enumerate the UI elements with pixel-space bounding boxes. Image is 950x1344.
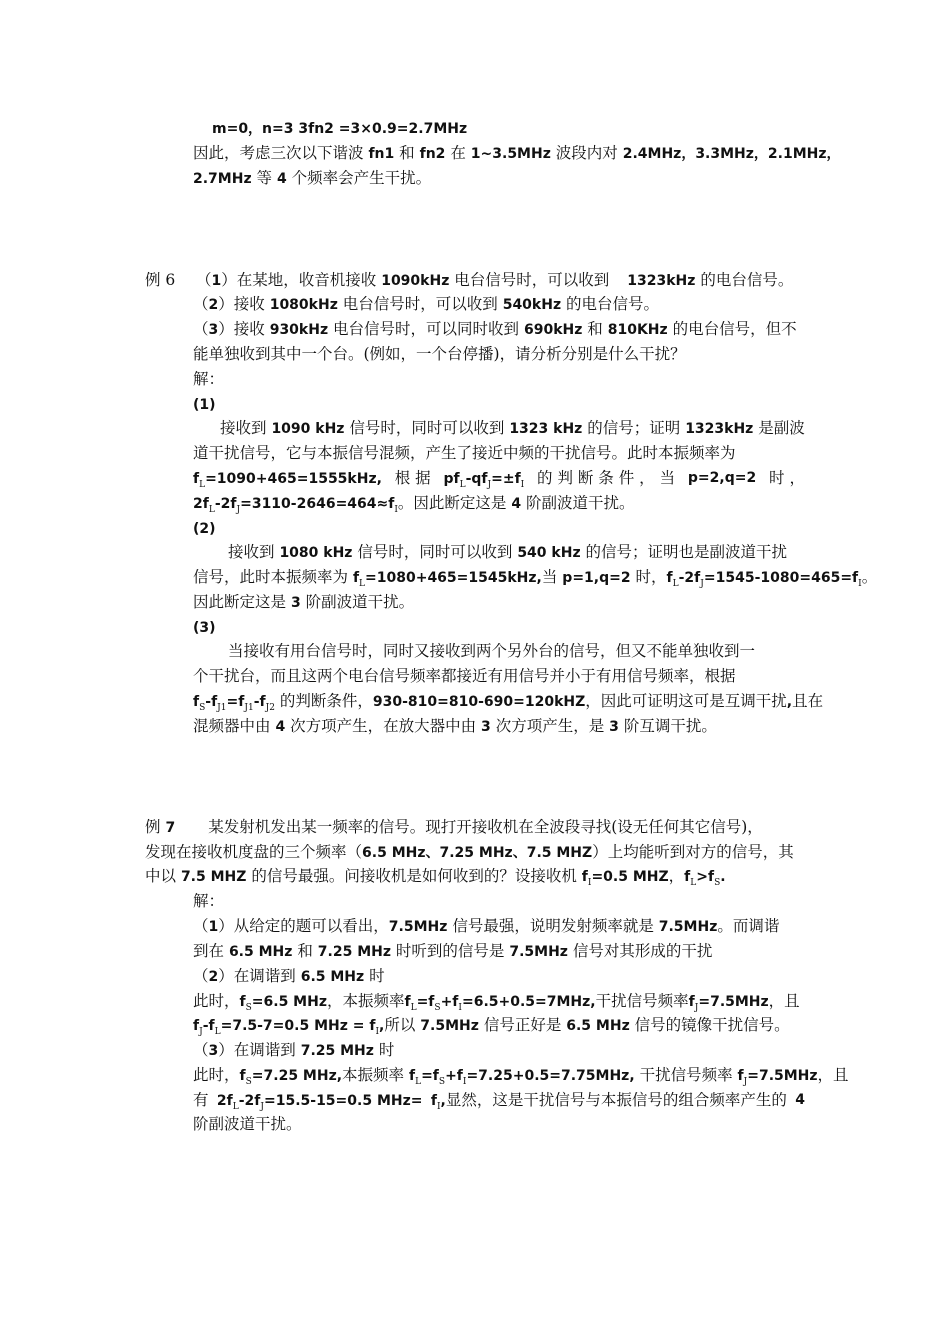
text: 是副波: [753, 419, 805, 437]
text: I: [587, 878, 592, 888]
text: (3): [193, 620, 216, 636]
text: L: [415, 1077, 422, 1087]
text: 到在: [193, 942, 229, 960]
text: 540kHz: [502, 297, 562, 313]
text: 个频率会产生干扰。: [286, 169, 432, 187]
text: 的电台信号。: [695, 271, 794, 289]
ex6-a3-line-4: [193, 716, 717, 737]
text: 3: [609, 719, 619, 735]
ex7-solution-label: [193, 891, 224, 911]
text: 930kHz: [269, 322, 329, 338]
text: ）接收: [218, 320, 270, 338]
text: 干扰信号频率: [595, 992, 689, 1010]
text: 阶互调干扰。: [618, 717, 717, 735]
text: 接收到: [228, 543, 280, 561]
ex6-question-3-cont: [193, 344, 686, 364]
text: 7.5MHz: [658, 919, 718, 935]
example-number: 7: [165, 820, 176, 836]
text: 4: [511, 496, 522, 512]
text: 此时，: [193, 1066, 240, 1084]
text: =f: [416, 994, 435, 1010]
text: 和: [582, 320, 608, 338]
text: 因此，考虑三次以下谐波: [193, 144, 369, 162]
text: f: [404, 994, 411, 1010]
text: J: [743, 1077, 748, 1087]
text: +f: [445, 1068, 463, 1084]
text: ）在调谐到: [218, 967, 301, 985]
example-label: 例 6: [145, 271, 176, 289]
ex7-a2-line-1: [193, 991, 800, 1012]
text: 因此断定这是: [193, 593, 291, 611]
text: ,: [786, 694, 793, 710]
text: ）从给定的题可以看出，: [218, 917, 389, 935]
text: 次方项产生，在放大器中由: [285, 717, 482, 735]
text: I: [520, 480, 525, 490]
ex5-line-3: [193, 168, 431, 189]
text: =7.5MHz: [747, 1068, 818, 1084]
text: S: [434, 1003, 441, 1013]
text: （: [196, 271, 212, 289]
text: 接收到: [220, 419, 272, 437]
ex7-a3-heading: [193, 1040, 394, 1061]
text: f: [737, 1068, 744, 1084]
text: 信号最强，说明发射频率就是: [447, 917, 659, 935]
ex7-a3-line-1: [193, 1065, 849, 1086]
text: =1090+465=1555kHz,: [205, 471, 382, 487]
text: 根 据: [394, 469, 431, 487]
ex6-part2-label: [193, 518, 216, 539]
text: 信号时，同时可以收到: [344, 419, 510, 437]
text: （: [193, 295, 209, 313]
ex6-a1-line-3: [193, 468, 805, 489]
text: 电台信号时，可以收到: [449, 271, 610, 289]
text: J: [199, 1027, 203, 1037]
ex6-a2-line-2: [193, 567, 877, 588]
text: 540 kHz: [517, 545, 581, 561]
text: 时: [373, 1041, 395, 1059]
text: p=2,q=2: [687, 470, 757, 486]
text: 时 ，: [769, 469, 805, 487]
text: ，: [668, 867, 685, 885]
text: 2: [208, 297, 219, 313]
ex6-a3-line-2: [193, 666, 736, 686]
text: 解：: [193, 892, 225, 910]
ex7-line-3: [145, 866, 726, 887]
text: J: [236, 505, 241, 515]
text: 此时，: [193, 992, 240, 1010]
text: .: [720, 869, 726, 885]
text: f: [193, 471, 200, 487]
text: S: [245, 1003, 252, 1013]
ex5-line-1: [212, 118, 467, 139]
ex6-question-3: [193, 319, 797, 340]
text: 干扰信号频率: [634, 1066, 738, 1084]
text: 1323kHz: [627, 273, 696, 289]
text: I: [375, 1027, 380, 1037]
text: 2.4MHz，3.3MHz，2.1MHz，: [622, 146, 841, 162]
ex5-line-2: [193, 143, 841, 164]
text: 电台信号时，可以同时收到: [328, 320, 524, 338]
ex7-a2-heading: [193, 966, 385, 987]
text: J1: [217, 703, 227, 713]
text: S: [714, 878, 721, 888]
text: =7.25 MHz,: [251, 1068, 343, 1084]
ex6-a1-line-2: [193, 443, 736, 463]
text: f: [408, 1068, 416, 1084]
text: =7.25+0.5=7.75MHz,: [466, 1068, 635, 1084]
text: pf: [443, 471, 460, 487]
text: =1080+465=1545kHz,: [365, 570, 542, 586]
text: 次方项产生，是: [490, 717, 610, 735]
text: -2f: [214, 496, 237, 512]
text: （: [193, 917, 209, 935]
text: 且在: [792, 692, 824, 710]
ex6-a3-line-3: [193, 691, 823, 712]
text: L: [208, 505, 215, 515]
text: 的信号最强。问接收机是如何收到的？设接收机: [246, 867, 582, 885]
text: 2f: [193, 496, 209, 512]
text: 中以: [145, 867, 181, 885]
text: f: [581, 869, 588, 885]
text: 6.5 MHz: [228, 944, 293, 960]
text: L: [410, 1003, 417, 1013]
text: I: [394, 505, 398, 515]
text: 的电台信号。: [561, 295, 660, 313]
text: 3: [290, 595, 301, 611]
text: f: [239, 1068, 246, 1084]
text: =f: [421, 1068, 439, 1084]
text: 有: [193, 1091, 209, 1109]
ex7-a3-line-2: [193, 1090, 805, 1111]
text: fn2: [419, 146, 446, 162]
text: 混频器中由: [193, 717, 276, 735]
text: I: [462, 1077, 467, 1087]
text: ）在某地，收音机接收: [221, 271, 382, 289]
text: -2f: [678, 570, 701, 586]
text: 1323 kHz: [509, 421, 583, 437]
text: 个干扰台，而且这两个电台信号频率都接近有用信号并小于有用信号频率，根据: [193, 667, 736, 685]
text: =15.5-15=0.5 MHz=: [263, 1093, 423, 1109]
text: f: [666, 570, 673, 586]
text: ，且: [817, 1066, 849, 1084]
text: f: [430, 1093, 437, 1109]
text: [217, 1090, 423, 1111]
text: （: [193, 320, 209, 338]
text: 道干扰信号，它与本振信号混频，产生了接近中频的干扰信号。此时本振频率为: [193, 444, 736, 462]
text: fn1: [368, 146, 395, 162]
text: （: [193, 1041, 209, 1059]
text: I: [458, 1003, 462, 1013]
ex6-a3-line-1: [228, 641, 755, 661]
text: 解：: [193, 370, 225, 388]
text: f: [239, 994, 246, 1010]
text: 2.7MHz: [193, 171, 252, 187]
text: J: [260, 1102, 264, 1112]
text: 2f: [216, 1093, 233, 1109]
text: [193, 468, 382, 489]
text: 能单独收到其中一个台。(例如，一个台停播)，请分析分别是什么干扰？: [193, 345, 686, 363]
text: 阶副波道干扰。: [300, 593, 415, 611]
text: 1323kHz: [685, 421, 754, 437]
text: 7.25 MHz: [300, 1043, 374, 1059]
text: L: [690, 878, 697, 888]
text: 2: [208, 969, 219, 985]
text: I: [858, 579, 862, 589]
text: 显然，这是干扰信号与本振信号的组合频率产生的: [445, 1091, 787, 1109]
ex6-question-1: [196, 270, 793, 291]
text: 某发射机发出某一频率的信号。现打开接收机在全波段寻找(设无任何其它信号)，: [208, 818, 763, 836]
text: -f: [202, 1018, 215, 1034]
text: 和: [292, 942, 318, 960]
ex6-a1-line-1: [220, 418, 805, 439]
text: 1: [208, 919, 219, 935]
text: =3110-2646=464≈f: [240, 496, 395, 512]
text: f: [688, 994, 695, 1010]
text: 7.5 MHZ: [180, 869, 247, 885]
text: ）接收: [218, 295, 270, 313]
text: (1): [193, 397, 216, 413]
text: 1080 kHz: [279, 545, 353, 561]
text: 4: [795, 1092, 805, 1108]
text: 4: [275, 719, 286, 735]
text: L: [359, 579, 366, 589]
text: 。因此断定这是: [397, 494, 512, 512]
ex7-a3-line-3: [193, 1114, 302, 1134]
text: 发现在接收机度盘的三个频率（: [145, 843, 363, 861]
ex6-label: [145, 270, 175, 290]
text: ）在调谐到: [218, 1041, 301, 1059]
text: 1: [211, 273, 222, 289]
ex6-part1-label: [193, 394, 216, 415]
text: 时，: [630, 568, 667, 586]
text: 4: [276, 171, 287, 187]
text: L: [672, 579, 679, 589]
text: 。而调谐: [717, 917, 780, 935]
text: 1~3.5MHz: [470, 146, 551, 162]
text: J1: [244, 703, 254, 713]
text: 阶副波道干扰。: [193, 1115, 302, 1133]
text: 信号的镜像干扰信号。: [629, 1016, 790, 1034]
text: +f: [440, 994, 459, 1010]
text: 6.5 MHz: [566, 1018, 630, 1034]
text: I: [436, 1102, 441, 1112]
text: J: [700, 579, 704, 589]
text: 1090 kHz: [271, 421, 345, 437]
text: ，本振频率: [326, 992, 405, 1010]
ex7-a2-line-2: [193, 1015, 790, 1036]
text: >f: [696, 869, 715, 885]
text: 本振频率: [342, 1066, 409, 1084]
text: 等: [251, 169, 277, 187]
text: 信号对其形成的干扰: [567, 942, 713, 960]
text: ，因此可证明这可是互调干扰: [585, 692, 787, 710]
text: S: [245, 1077, 252, 1087]
ex6-question-2: [193, 294, 659, 315]
text: f: [193, 694, 200, 710]
ex5-formula: m=0，n=3 3fn2 =3×0.9=2.7MHz: [212, 121, 468, 137]
ex6-a2-line-3: [193, 592, 414, 613]
text: 电台信号时，可以收到: [337, 295, 503, 313]
ex7-a1-line-1: [193, 916, 779, 937]
text: 7.5MHz: [509, 944, 568, 960]
text: -qf: [465, 471, 488, 487]
text: L: [459, 480, 466, 490]
text: =6.5 MHz: [251, 994, 327, 1010]
ex7-line-2: [145, 842, 794, 863]
text: p=1,q=2: [562, 570, 631, 586]
text: 3: [481, 719, 491, 735]
text: 690kHz: [523, 322, 583, 338]
text: 的 判 断 条 件 ， 当: [537, 469, 676, 487]
text: =0.5 MHZ: [591, 869, 669, 885]
text: J: [694, 1003, 699, 1013]
text: -2f: [238, 1093, 261, 1109]
text: 信号正好是: [478, 1016, 567, 1034]
text: f: [352, 570, 360, 586]
text: ,: [379, 1018, 385, 1034]
text: [443, 468, 524, 489]
text: 的信号；证明也是副波道干扰: [580, 543, 788, 561]
text: J: [487, 480, 492, 490]
text: ，且: [768, 992, 800, 1010]
text: (2): [193, 521, 216, 537]
text: （: [193, 967, 209, 985]
text: 6.5 MHz: [300, 969, 365, 985]
text: =6.5+0.5=7MHz,: [461, 994, 596, 1010]
text: 1080kHz: [269, 297, 338, 313]
text: =7.5MHz: [698, 994, 769, 1010]
text: =1545-1080=465=f: [703, 570, 859, 586]
text: S: [199, 703, 206, 713]
text: f: [684, 869, 691, 885]
text: 时: [364, 967, 385, 985]
text: 当接收有用台信号时，同时又接收到两个另外台的信号，但又不能单独收到一: [228, 642, 756, 660]
text: L: [214, 1027, 221, 1037]
text: J2: [265, 703, 275, 713]
text: f: [193, 1018, 200, 1034]
ex6-part3-label: [193, 617, 216, 638]
text: 1090kHz: [381, 273, 450, 289]
text: L: [199, 480, 206, 490]
text: =7.5-7=0.5 MHz = f: [220, 1018, 376, 1034]
text: ）上均能听到对方的信号，其: [592, 843, 794, 861]
text: 信号，此时本振频率为: [193, 568, 353, 586]
text: 所以: [384, 1016, 421, 1034]
text: ,: [440, 1093, 446, 1109]
text: 。: [861, 568, 878, 586]
text: 的电台信号，但不: [667, 320, 797, 338]
ex6-solution-label: [193, 369, 224, 389]
example-label: 例: [145, 818, 166, 836]
text: L: [232, 1102, 239, 1112]
text: 时听到的信号是: [391, 942, 510, 960]
text: =f: [226, 694, 245, 710]
text: -f: [253, 694, 266, 710]
ex7-a1-line-2: [193, 941, 712, 962]
text: S: [438, 1077, 446, 1087]
text: 当: [541, 568, 563, 586]
text: 930-810=810-690=120kHZ: [372, 694, 586, 710]
text: -f: [205, 694, 218, 710]
text: 在: [445, 144, 471, 162]
text: 3: [208, 322, 219, 338]
text: 的信号；证明: [582, 419, 686, 437]
text: 阶副波道干扰。: [521, 494, 635, 512]
ex6-a1-line-4: [193, 493, 635, 514]
text: 7.5MHz: [388, 919, 448, 935]
text: [431, 1090, 787, 1111]
text: 和: [394, 144, 420, 162]
text: 7.5MHz: [420, 1018, 479, 1034]
text: 信号时，同时可以收到: [352, 543, 518, 561]
ex6-a2-line-1: [228, 542, 787, 563]
text: 的判断条件，: [274, 692, 373, 710]
text: 3: [208, 1043, 219, 1059]
text: 810KHz: [607, 322, 668, 338]
ex7-line-1: [145, 817, 763, 838]
text: 波段内对: [550, 144, 623, 162]
text: 7.25 MHz: [317, 944, 391, 960]
text: 6.5 MHz、7.25 MHz、7.5 MHZ: [362, 845, 593, 861]
text: =±f: [491, 471, 521, 487]
